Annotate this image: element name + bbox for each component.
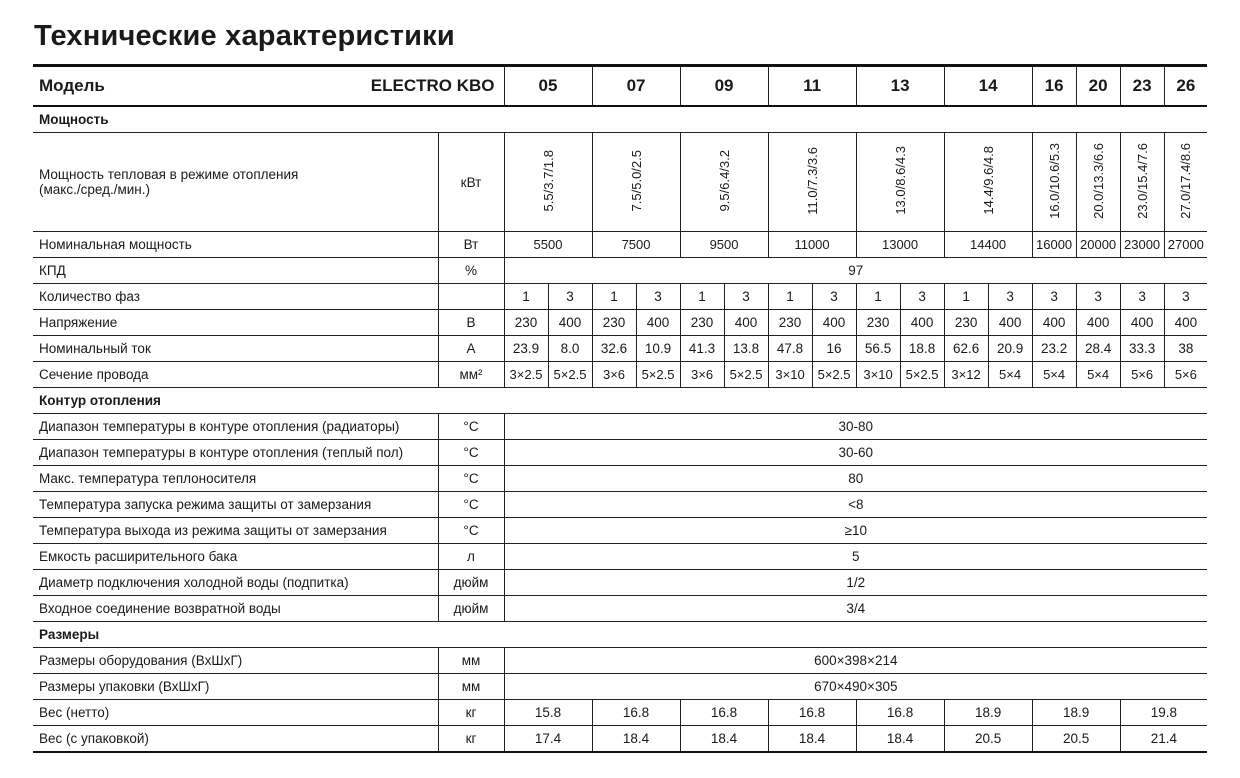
table-cell: 10.9 [636, 336, 680, 362]
table-cell: ≥10 [504, 518, 1207, 544]
section-row [33, 622, 1207, 648]
table-cell: 5×6 [1120, 362, 1164, 388]
model-column: 26 [1164, 66, 1207, 107]
row-label: Вес (нетто) [33, 700, 438, 726]
table-cell: 14400 [944, 232, 1032, 258]
section-row [33, 106, 1207, 133]
table-cell: 8.0 [548, 336, 592, 362]
table-cell: 18.4 [592, 726, 680, 753]
row-label: Температура выхода из режима защиты от замерзания [33, 518, 438, 544]
table-row [33, 414, 1207, 440]
table-cell: 3 [988, 284, 1032, 310]
table-cell: 1 [856, 284, 900, 310]
table-cell: 5.5/3.7/1.8 [504, 133, 592, 232]
row-unit: л [438, 544, 504, 570]
table-cell: 5×4 [988, 362, 1032, 388]
row-unit: В [438, 310, 504, 336]
model-header [33, 66, 504, 107]
table-cell: 27.0/17.4/8.6 [1164, 133, 1207, 232]
table-cell: 7500 [592, 232, 680, 258]
table-row [33, 726, 1207, 753]
table-cell: 3×6 [680, 362, 724, 388]
row-label: Диаметр подключения холодной воды (подпитка) [33, 570, 438, 596]
row-label: Вес (с упаковкой) [33, 726, 438, 753]
table-cell: 1 [504, 284, 548, 310]
section-title: Мощность [33, 106, 1207, 133]
table-cell: 400 [548, 310, 592, 336]
table-row [33, 544, 1207, 570]
row-label: Размеры упаковки (ВхШхГ) [33, 674, 438, 700]
table-cell: 5 [504, 544, 1207, 570]
table-cell: 5×6 [1164, 362, 1207, 388]
table-cell: 3 [900, 284, 944, 310]
table-cell: 400 [1076, 310, 1120, 336]
table-cell: 3×12 [944, 362, 988, 388]
table-cell: 400 [1164, 310, 1207, 336]
table-cell: 15.8 [504, 700, 592, 726]
specs-table [33, 64, 1207, 753]
table-row [33, 362, 1207, 388]
table-cell: 5×2.5 [724, 362, 768, 388]
table-cell: 17.4 [504, 726, 592, 753]
table-cell: 20000 [1076, 232, 1120, 258]
row-unit: °C [438, 492, 504, 518]
table-cell: 3 [1164, 284, 1207, 310]
table-cell: 18.4 [768, 726, 856, 753]
table-cell: 23.0/15.4/7.6 [1120, 133, 1164, 232]
row-label: Напряжение [33, 310, 438, 336]
table-cell: 41.3 [680, 336, 724, 362]
table-row [33, 570, 1207, 596]
table-cell: 11.0/7.3/3.6 [768, 133, 856, 232]
row-label: Мощность тепловая в режиме отопления (макс./сред./мин.) [33, 133, 438, 232]
table-cell: 13000 [856, 232, 944, 258]
row-label: КПД [33, 258, 438, 284]
table-cell: 400 [724, 310, 768, 336]
table-cell: 97 [504, 258, 1207, 284]
table-cell: 230 [856, 310, 900, 336]
table-cell: 5×2.5 [812, 362, 856, 388]
row-unit [438, 284, 504, 310]
table-cell: 9500 [680, 232, 768, 258]
row-label: Сечение провода [33, 362, 438, 388]
table-cell: 18.8 [900, 336, 944, 362]
row-unit: °C [438, 414, 504, 440]
table-cell: 23000 [1120, 232, 1164, 258]
section-row [33, 388, 1207, 414]
table-cell: 18.4 [680, 726, 768, 753]
table-cell: 1 [944, 284, 988, 310]
table-cell: 47.8 [768, 336, 812, 362]
model-column: 07 [592, 66, 680, 107]
table-cell: 5500 [504, 232, 592, 258]
table-cell: 16 [812, 336, 856, 362]
row-unit: °C [438, 518, 504, 544]
row-unit: дюйм [438, 570, 504, 596]
table-cell: 670×490×305 [504, 674, 1207, 700]
table-cell: 21.4 [1120, 726, 1207, 753]
table-cell: 19.8 [1120, 700, 1207, 726]
section-title: Размеры [33, 622, 1207, 648]
table-cell: 3×6 [592, 362, 636, 388]
model-column: 23 [1120, 66, 1164, 107]
table-cell: 3×2.5 [504, 362, 548, 388]
model-label: Модель [39, 76, 105, 95]
table-cell: 23.9 [504, 336, 548, 362]
table-row [33, 648, 1207, 674]
row-label: Диапазон температуры в контуре отопления (радиаторы) [33, 414, 438, 440]
table-header-row [33, 66, 1207, 107]
table-cell: 400 [988, 310, 1032, 336]
table-cell: 3×10 [768, 362, 812, 388]
row-label: Номинальная мощность [33, 232, 438, 258]
table-cell: 14.4/9.6/4.8 [944, 133, 1032, 232]
row-unit: Вт [438, 232, 504, 258]
table-cell: 16.8 [768, 700, 856, 726]
model-column: 20 [1076, 66, 1120, 107]
table-cell: 9.5/6.4/3.2 [680, 133, 768, 232]
model-column: 16 [1032, 66, 1076, 107]
table-cell: 3×10 [856, 362, 900, 388]
table-cell: 3 [812, 284, 856, 310]
row-label: Емкость расширительного бака [33, 544, 438, 570]
row-unit: % [438, 258, 504, 284]
table-cell: 16.8 [680, 700, 768, 726]
table-cell: <8 [504, 492, 1207, 518]
row-label: Количество фаз [33, 284, 438, 310]
table-cell: 20.0/13.3/6.6 [1076, 133, 1120, 232]
table-cell: 400 [1120, 310, 1164, 336]
table-row [33, 336, 1207, 362]
table-cell: 16.8 [856, 700, 944, 726]
table-cell: 5×4 [1032, 362, 1076, 388]
model-name: ELECTRO KBO [370, 76, 495, 95]
model-column: 13 [856, 66, 944, 107]
row-unit: °C [438, 440, 504, 466]
table-cell: 3 [548, 284, 592, 310]
row-unit: кг [438, 726, 504, 753]
table-cell: 5×4 [1076, 362, 1120, 388]
table-cell: 33.3 [1120, 336, 1164, 362]
row-label: Температура запуска режима защиты от замерзания [33, 492, 438, 518]
table-cell: 1/2 [504, 570, 1207, 596]
table-cell: 27000 [1164, 232, 1207, 258]
row-unit: мм [438, 674, 504, 700]
table-cell: 1 [768, 284, 812, 310]
table-cell: 3 [1032, 284, 1076, 310]
table-cell: 30-60 [504, 440, 1207, 466]
table-cell: 5×2.5 [900, 362, 944, 388]
row-label: Размеры оборудования (ВхШхГ) [33, 648, 438, 674]
table-cell: 13.8 [724, 336, 768, 362]
table-cell: 230 [504, 310, 548, 336]
table-row [33, 596, 1207, 622]
table-cell: 38 [1164, 336, 1207, 362]
table-row [33, 232, 1207, 258]
table-cell: 400 [1032, 310, 1076, 336]
model-column: 09 [680, 66, 768, 107]
table-row [33, 310, 1207, 336]
model-column: 05 [504, 66, 592, 107]
table-cell: 20.5 [1032, 726, 1120, 753]
row-unit: кг [438, 700, 504, 726]
table-cell: 80 [504, 466, 1207, 492]
table-cell: 20.5 [944, 726, 1032, 753]
section-title: Контур отопления [33, 388, 1207, 414]
table-row [33, 518, 1207, 544]
table-cell: 1 [592, 284, 636, 310]
table-row [33, 466, 1207, 492]
table-cell: 18.9 [1032, 700, 1120, 726]
table-row [33, 440, 1207, 466]
table-cell: 28.4 [1076, 336, 1120, 362]
table-cell: 11000 [768, 232, 856, 258]
table-cell: 16000 [1032, 232, 1076, 258]
table-cell: 20.9 [988, 336, 1032, 362]
table-cell: 18.9 [944, 700, 1032, 726]
table-row [33, 258, 1207, 284]
table-cell: 5×2.5 [548, 362, 592, 388]
table-cell: 3 [636, 284, 680, 310]
row-label: Диапазон температуры в контуре отопления (теплый пол) [33, 440, 438, 466]
table-cell: 16.8 [592, 700, 680, 726]
table-cell: 7.5/5.0/2.5 [592, 133, 680, 232]
table-row [33, 284, 1207, 310]
row-unit: мм² [438, 362, 504, 388]
row-unit: °C [438, 466, 504, 492]
table-cell: 3 [1076, 284, 1120, 310]
table-row [33, 674, 1207, 700]
table-cell: 3/4 [504, 596, 1207, 622]
table-cell: 62.6 [944, 336, 988, 362]
table-cell: 230 [680, 310, 724, 336]
table-cell: 400 [636, 310, 680, 336]
table-cell: 13.0/8.6/4.3 [856, 133, 944, 232]
table-cell: 56.5 [856, 336, 900, 362]
table-row [33, 133, 1207, 232]
row-unit: дюйм [438, 596, 504, 622]
table-cell: 400 [812, 310, 856, 336]
row-label: Номинальный ток [33, 336, 438, 362]
table-cell: 400 [900, 310, 944, 336]
table-cell: 16.0/10.6/5.3 [1032, 133, 1076, 232]
table-cell: 230 [944, 310, 988, 336]
table-cell: 3 [724, 284, 768, 310]
table-cell: 30-80 [504, 414, 1207, 440]
table-row [33, 700, 1207, 726]
table-cell: 1 [680, 284, 724, 310]
row-label: Макс. температура теплоносителя [33, 466, 438, 492]
table-cell: 230 [768, 310, 812, 336]
table-cell: 230 [592, 310, 636, 336]
table-cell: 5×2.5 [636, 362, 680, 388]
row-unit: мм [438, 648, 504, 674]
row-label: Входное соединение возвратной воды [33, 596, 438, 622]
model-column: 11 [768, 66, 856, 107]
table-cell: 32.6 [592, 336, 636, 362]
table-cell: 600×398×214 [504, 648, 1207, 674]
table-cell: 3 [1120, 284, 1164, 310]
row-unit: А [438, 336, 504, 362]
row-unit: кВт [438, 133, 504, 232]
model-column: 14 [944, 66, 1032, 107]
table-cell: 18.4 [856, 726, 944, 753]
table-cell: 23.2 [1032, 336, 1076, 362]
page-title: Технические характеристики [34, 20, 455, 52]
table-row [33, 492, 1207, 518]
